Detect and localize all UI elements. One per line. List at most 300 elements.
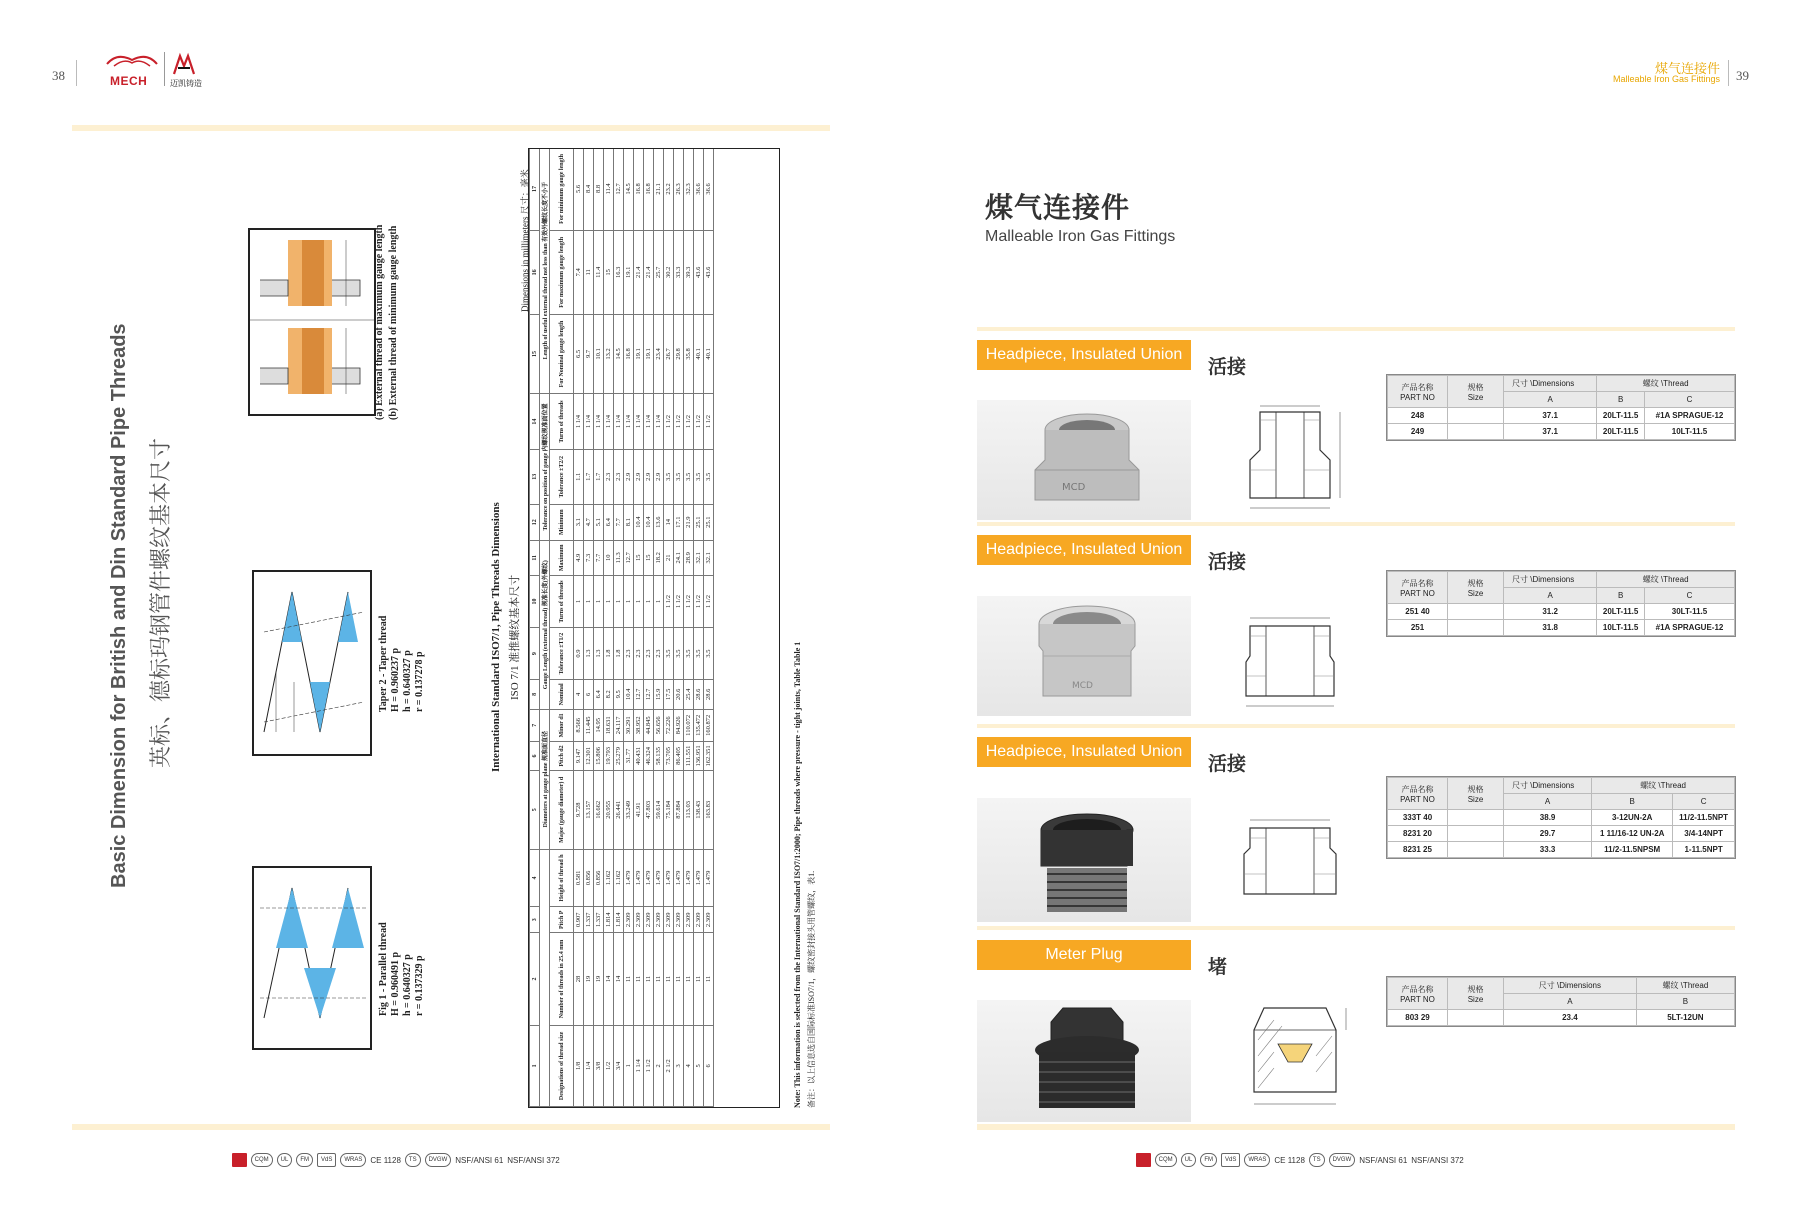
iso-cell: 59.614 — [654, 770, 664, 849]
iso-column-header: Designations of thread size — [550, 1025, 574, 1106]
iso-cell: 1 1/2 — [704, 394, 714, 450]
logo-divider — [164, 52, 165, 86]
table-row — [574, 148, 584, 1107]
cert-nsf372: NSF/ANSI 372 — [1411, 1155, 1464, 1165]
iso-cell: 110.072 — [684, 709, 694, 741]
iso-cell: 2.309 — [684, 907, 694, 933]
table-row — [1388, 620, 1735, 636]
iso-cell: 56.656 — [654, 709, 664, 741]
taper-caption-line: r = 0.137278 p — [414, 651, 425, 712]
logo-text: MECH — [110, 74, 148, 88]
product-1-name-cn: 活接 — [1208, 357, 1247, 378]
col-b-header: B — [1636, 994, 1734, 1010]
product-1-rule — [977, 327, 1735, 331]
iso-cell: 11.445 — [584, 709, 594, 741]
part-no: 248 — [1388, 408, 1448, 424]
iso-cell: 44.845 — [644, 709, 654, 741]
product-3-rule — [977, 724, 1735, 728]
iso-cell: 4 — [684, 1025, 694, 1106]
iso-cell: 16.3 — [614, 230, 624, 314]
dimensions-header: 尺寸 \Dimensions — [1504, 376, 1597, 392]
iso-cell: 1 1/4 — [574, 394, 584, 450]
col-c-header: C — [1644, 588, 1734, 604]
iso-cell: 1.479 — [694, 849, 704, 907]
iso-cell: 1 1/4 — [604, 394, 614, 450]
iso-cell: 1 — [594, 575, 604, 627]
iso-cell: 25.1 — [694, 504, 704, 540]
table-row — [624, 148, 634, 1107]
iso-column-header: For maximum gauge length — [550, 230, 574, 314]
iso-column-header: Tolerance ±T2/2 — [550, 449, 574, 504]
iso-cell: 39.3 — [684, 230, 694, 314]
product-4-drawing — [1230, 1000, 1360, 1122]
iso-cell: 1 — [604, 575, 614, 627]
iso-cell: 1 1/4 — [654, 394, 664, 450]
iso-cell: 7.4 — [574, 230, 584, 314]
section-title-en: Malleable Iron Gas Fittings — [1612, 74, 1720, 84]
iso-cell: 3.5 — [704, 628, 714, 680]
iso-cell: 0.856 — [594, 849, 604, 907]
parallel-caption-line: h = 0.640327 p — [402, 954, 413, 1016]
insulated-union-technical-drawing — [1230, 596, 1350, 716]
iso-cell: 21.9 — [684, 504, 694, 540]
thread-c: 10LT-11.5 — [1644, 424, 1734, 440]
iso-cell: 4.9 — [574, 540, 584, 575]
part-no: 251 40 — [1388, 604, 1448, 620]
iso-cell: 0.9 — [574, 628, 584, 680]
product-2-rule — [977, 522, 1735, 526]
iso-cell: 11 — [694, 933, 704, 1025]
left-cert-strip — [232, 1150, 560, 1170]
cert-dvgw: DVGW — [1329, 1153, 1356, 1167]
iso-cell: 16.8 — [644, 148, 654, 230]
cert-ul: UL — [1181, 1153, 1197, 1167]
left-bottom-rule — [72, 1124, 830, 1130]
size — [1448, 604, 1504, 620]
meter-plug-black-image — [977, 1000, 1191, 1122]
iso-cell: 3/8 — [594, 1025, 604, 1106]
iso-cell: 11.3 — [614, 540, 624, 575]
iso-col-number: 4 — [530, 849, 540, 907]
col-a-header: A — [1504, 994, 1637, 1010]
iso-cell: 32.1 — [704, 540, 714, 575]
iso-cell: 47.803 — [644, 770, 654, 849]
right-bottom-rule — [977, 1124, 1735, 1130]
iso-cell: 19.1 — [644, 314, 654, 393]
iso-cell: 1 1/2 — [664, 575, 674, 627]
iso-cell: 5.1 — [594, 504, 604, 540]
iso-cell: 25.279 — [614, 741, 624, 770]
iso-cell: 1/4 — [584, 1025, 594, 1106]
parallel-caption — [378, 922, 426, 1016]
cert-nsf61: NSF/ANSI 61 — [1359, 1155, 1408, 1165]
iso-table-container — [528, 148, 780, 1108]
iso-cell: 1 1/4 — [644, 394, 654, 450]
iso-cell: 28.6 — [704, 679, 714, 709]
iso-cell: 1 1/2 — [674, 394, 684, 450]
iso-table-note-en: Note: This information is selected from the International Standard ISO7/1:2000; Pipe threads where pressure - tight joints, Table Table 1 — [793, 641, 802, 1108]
iso-cell: 36.6 — [694, 148, 704, 230]
dim-a: 37.1 — [1504, 424, 1597, 440]
taper-thread-figure — [252, 570, 372, 756]
iso-cell: 0.907 — [574, 907, 584, 933]
iso-cell: 14 — [604, 933, 614, 1025]
iso-cell: 2.3 — [604, 449, 614, 504]
iso-cell: 1.479 — [684, 849, 694, 907]
iso-cell: 2.3 — [634, 628, 644, 680]
product-3-name-cn: 活接 — [1208, 754, 1247, 775]
cert-badge-red — [1136, 1153, 1151, 1167]
size — [1448, 842, 1504, 858]
iso-cell: 160.872 — [704, 709, 714, 741]
iso-cell: 19.1 — [624, 230, 634, 314]
iso-cell: 19.1 — [634, 314, 644, 393]
iso-cell: 1.7 — [594, 449, 604, 504]
iso-cell: 3.5 — [684, 628, 694, 680]
iso-cell: 2.9 — [644, 449, 654, 504]
iso-cell: 13.2 — [604, 314, 614, 393]
insulated-union-galvanized-image — [977, 400, 1191, 520]
right-page-title-cn: 煤气连接件 — [985, 192, 1131, 223]
gauge-caption-b: (b) External thread of minimum gauge length — [388, 225, 399, 420]
iso-cell: 3.5 — [704, 449, 714, 504]
dim-a: 31.8 — [1504, 620, 1597, 636]
thread-b: 10LT-11.5 — [1597, 620, 1645, 636]
iso-cell: 1.479 — [644, 849, 654, 907]
iso-group-header: Length of useful external thread not less than 有效外螺纹长度不小于 — [540, 148, 550, 394]
iso-cell: 25.1 — [704, 504, 714, 540]
cert-vds: VdS — [317, 1153, 336, 1167]
iso-cell: 6 — [704, 1025, 714, 1106]
iso-cell: 1.162 — [614, 849, 624, 907]
iso-col-number: 15 — [530, 314, 540, 393]
cert-ce: CE 1128 — [1274, 1155, 1305, 1165]
size-header-cn: 规格 — [1467, 784, 1484, 794]
table-row — [1388, 810, 1735, 826]
iso-cell: 7.7 — [614, 504, 624, 540]
iso-cell: 31.77 — [624, 741, 634, 770]
product-1-drawing — [1230, 400, 1350, 520]
gauge-length-diagram — [250, 230, 374, 414]
part-header-cn: 产品名称 — [1401, 784, 1434, 794]
dim-a: 29.7 — [1504, 826, 1592, 842]
svg-text:MCD: MCD — [1072, 681, 1093, 691]
iso-cell: 163.83 — [704, 770, 714, 849]
insulated-union-technical-drawing — [1230, 798, 1350, 922]
col-c-header: C — [1644, 392, 1734, 408]
iso-group-header — [540, 849, 550, 1106]
iso-cell: 26.7 — [664, 314, 674, 393]
table-row — [594, 148, 604, 1107]
iso-table-title: International Standard ISO7/1, Pipe Threads Dimensions — [490, 502, 502, 772]
iso-cell: 3.5 — [694, 628, 704, 680]
iso-cell: 111.551 — [684, 741, 694, 770]
cert-dvgw: DVGW — [425, 1153, 452, 1167]
table-row — [644, 148, 654, 1107]
iso-cell: 26.3 — [674, 148, 684, 230]
iso-cell: 1.8 — [614, 628, 624, 680]
product-1-photo — [977, 400, 1191, 520]
iso-col-number: 13 — [530, 449, 540, 504]
table-row — [1388, 826, 1735, 842]
iso-col-number: 7 — [530, 709, 540, 741]
part-no: 8231 25 — [1388, 842, 1448, 858]
dimensions-header: 尺寸 \Dimensions — [1504, 778, 1592, 794]
iso-cell: 10.4 — [634, 504, 644, 540]
header-divider-right — [1728, 60, 1729, 86]
iso-cell: 1 1/4 — [594, 394, 604, 450]
size-header-cn: 规格 — [1467, 578, 1484, 588]
part-header-cn: 产品名称 — [1401, 578, 1434, 588]
right-page-number: 39 — [1736, 68, 1749, 83]
iso-cell: 162.351 — [704, 741, 714, 770]
table-row — [1388, 408, 1735, 424]
iso-cell: 9.7 — [584, 314, 594, 393]
iso-cell: 1.814 — [604, 907, 614, 933]
iso-cell: 5 — [694, 1025, 704, 1106]
iso-cell: 21.4 — [644, 230, 654, 314]
part-header-cn: 产品名称 — [1401, 984, 1434, 994]
iso-cell: 87.884 — [674, 770, 684, 849]
iso-cell: 1 1/2 — [684, 575, 694, 627]
left-top-rule — [72, 125, 830, 131]
iso-cell: 1.3 — [584, 628, 594, 680]
product-4-rule — [977, 926, 1735, 930]
thread-c: 3/4-14NPT — [1673, 826, 1735, 842]
iso-cell: 136.951 — [694, 741, 704, 770]
iso-cell: 15 — [634, 540, 644, 575]
iso-group-header: Tolerance on position of gauge 内螺纹规准面位置 — [540, 394, 550, 541]
iso-cell: 1.8 — [604, 628, 614, 680]
iso-cell: 14.95 — [594, 709, 604, 741]
taper-caption-line: Taper 2 - Taper thread — [378, 615, 389, 712]
iso-cell: 1.479 — [674, 849, 684, 907]
iso-cell: 15.9 — [654, 679, 664, 709]
left-page-number: 38 — [52, 68, 65, 83]
table-row — [694, 148, 704, 1107]
iso-cell: 19 — [584, 933, 594, 1025]
col-a-header: A — [1504, 794, 1592, 810]
iso-cell: 2.309 — [644, 907, 654, 933]
iso-cell: 1 1/2 — [684, 394, 694, 450]
iso-cell: 2.3 — [624, 628, 634, 680]
iso-cell: 1.162 — [604, 849, 614, 907]
iso-cell: 6.4 — [604, 504, 614, 540]
product-3-table — [1386, 776, 1736, 859]
thread-b: 20LT-11.5 — [1597, 604, 1645, 620]
iso-cell: 28 — [574, 933, 584, 1025]
iso-cell: 11 — [584, 230, 594, 314]
cert-badge-red — [232, 1153, 247, 1167]
iso-cell: 2.309 — [674, 907, 684, 933]
iso-cell: 3.5 — [694, 449, 704, 504]
iso-cell: 11 — [684, 933, 694, 1025]
iso-cell: 2 1/2 — [664, 1025, 674, 1106]
iso-cell: 16.8 — [624, 314, 634, 393]
iso-cell: 1.1 — [574, 449, 584, 504]
dim-a: 37.1 — [1504, 408, 1597, 424]
iso-cell: 14.5 — [624, 148, 634, 230]
iso-cell: 28.9 — [684, 540, 694, 575]
insulated-union-galvanized-image — [977, 596, 1191, 716]
iso-cell: 3.5 — [674, 628, 684, 680]
insulated-union-black-image — [977, 798, 1191, 922]
cert-wras: WRAS — [340, 1153, 366, 1167]
iso-cell: 10.4 — [644, 504, 654, 540]
iso-cell: 1.479 — [624, 849, 634, 907]
right-cert-strip — [1136, 1150, 1464, 1170]
svg-text:MCD: MCD — [1062, 482, 1086, 493]
iso-cell: 1 1/2 — [674, 575, 684, 627]
cert-ts: TS — [405, 1153, 421, 1167]
iso-cell: 6 — [584, 679, 594, 709]
thread-b: 20LT-11.5 — [1597, 408, 1645, 424]
table-row — [1388, 604, 1735, 620]
parallel-thread-diagram — [254, 868, 370, 1048]
thread-c: #1A SPRAGUE-12 — [1644, 408, 1734, 424]
iso-cell: 11 — [624, 933, 634, 1025]
iso-cell: 33.249 — [624, 770, 634, 849]
product-2-photo — [977, 596, 1191, 716]
iso-cell: 21.1 — [654, 148, 664, 230]
iso-cell: 8.566 — [574, 709, 584, 741]
iso-cell: 3.5 — [674, 449, 684, 504]
iso-cell: 1.479 — [634, 849, 644, 907]
iso-cell: 72.226 — [664, 709, 674, 741]
iso-cell: 1 — [644, 575, 654, 627]
iso-table-units: Dimensions in millimeters 尺寸：毫米 — [520, 169, 530, 312]
col-b-header: B — [1597, 392, 1645, 408]
iso-cell: 15 — [604, 230, 614, 314]
meter-plug-technical-drawing — [1230, 1000, 1360, 1122]
iso-cell: 2.309 — [624, 907, 634, 933]
dimensions-header: 尺寸 \Dimensions — [1504, 572, 1597, 588]
header-divider — [76, 60, 77, 86]
iso-cell: 23.2 — [664, 148, 674, 230]
iso-column-header: For Nominal gauge length — [550, 314, 574, 393]
iso-column-header: Major (gauge diameter) d — [550, 770, 574, 849]
dimensions-header: 尺寸 \Dimensions — [1504, 978, 1637, 994]
iso-cell: 1.337 — [594, 907, 604, 933]
iso-cell: 9.147 — [574, 741, 584, 770]
thread-b: 3-12UN-2A — [1592, 810, 1673, 826]
iso-cell: 24.117 — [614, 709, 624, 741]
iso-col-number: 14 — [530, 394, 540, 450]
product-2-name-cn: 活接 — [1208, 552, 1247, 573]
iso-cell: 6.4 — [594, 679, 604, 709]
iso-cell: 2.309 — [634, 907, 644, 933]
iso-cell: 11 — [674, 933, 684, 1025]
size-header-en: Size — [1467, 588, 1484, 598]
iso-cell: 32.3 — [684, 148, 694, 230]
iso-cell: 135.472 — [694, 709, 704, 741]
iso-cell: 2.309 — [664, 907, 674, 933]
iso-column-header: Turns of threads — [550, 394, 574, 450]
iso-cell: 0.856 — [584, 849, 594, 907]
iso-cell: 2.309 — [704, 907, 714, 933]
iso-cell: 1.814 — [614, 907, 624, 933]
iso-cell: 12.7 — [644, 679, 654, 709]
thread-b: 11/2-11.5NPSM — [1592, 842, 1673, 858]
iso-cell: 1 1/2 — [694, 575, 704, 627]
iso-cell: 26.441 — [614, 770, 624, 849]
iso-cell: 58.135 — [654, 741, 664, 770]
cert-ce: CE 1128 — [370, 1155, 401, 1165]
thread-c: #1A SPRAGUE-12 — [1644, 620, 1734, 636]
iso-col-number: 2 — [530, 933, 540, 1025]
iso-cell: 16.8 — [634, 148, 644, 230]
iso-cell: 2 — [654, 1025, 664, 1106]
table-row — [1388, 1010, 1735, 1026]
iso-cell: 0.581 — [574, 849, 584, 907]
size — [1448, 826, 1504, 842]
table-row — [1388, 424, 1735, 440]
iso-col-number: 12 — [530, 504, 540, 540]
iso-cell: 15 — [644, 540, 654, 575]
iso-column-header: Minor d1 — [550, 709, 574, 741]
iso-table-subtitle: ISO 7/1 准推螺纹基本尺寸 — [509, 574, 521, 700]
part-no: 8231 20 — [1388, 826, 1448, 842]
iso-cell: 11 — [654, 933, 664, 1025]
thread-header: 螺纹 \Thread — [1636, 978, 1734, 994]
iso-cell: 1.3 — [594, 628, 604, 680]
thread-c: 11/2-11.5NPT — [1673, 810, 1735, 826]
cert-fm: FM — [1200, 1153, 1217, 1167]
iso-cell: 1.479 — [654, 849, 664, 907]
iso-cell: 1 1/4 — [624, 394, 634, 450]
iso-cell: 28.6 — [694, 679, 704, 709]
iso-cell: 32.1 — [694, 540, 704, 575]
iso-col-number: 16 — [530, 230, 540, 314]
part-header-en: PART NO — [1400, 994, 1435, 1004]
parallel-thread-figure — [252, 866, 372, 1050]
iso-cell: 75.184 — [664, 770, 674, 849]
iso-cell: 19 — [594, 933, 604, 1025]
iso-col-number: 6 — [530, 741, 540, 770]
iso-cell: 16.662 — [594, 770, 604, 849]
iso-cell: 40.1 — [694, 314, 704, 393]
size — [1448, 1010, 1504, 1026]
iso-cell: 1 1/2 — [644, 1025, 654, 1106]
product-4-table — [1386, 976, 1736, 1027]
part-header-cn: 产品名称 — [1401, 382, 1434, 392]
product-2-tag: Headpiece, Insulated Union — [977, 535, 1191, 565]
iso-col-number: 1 — [530, 1025, 540, 1106]
table-row — [634, 148, 644, 1107]
iso-cell: 3.1 — [574, 504, 584, 540]
iso-cell: 1 — [574, 575, 584, 627]
iso-col-number: 5 — [530, 770, 540, 849]
iso-column-header: Pitch P — [550, 907, 574, 933]
iso-cell: 30.291 — [624, 709, 634, 741]
iso-col-number: 3 — [530, 907, 540, 933]
iso-cell: 2.3 — [654, 628, 664, 680]
iso-cell: 46.324 — [644, 741, 654, 770]
thread-header: 螺纹 \Thread — [1597, 376, 1735, 392]
iso-cell: 86.405 — [674, 741, 684, 770]
iso-cell: 10.4 — [624, 679, 634, 709]
iso-cell: 1 1/2 — [704, 575, 714, 627]
product-1-tag: Headpiece, Insulated Union — [977, 340, 1191, 370]
dim-a: 31.2 — [1504, 604, 1597, 620]
table-row — [584, 148, 594, 1107]
iso-cell: 13.157 — [584, 770, 594, 849]
iso-cell: 1 1/4 — [584, 394, 594, 450]
iso-cell: 8.8 — [594, 148, 604, 230]
iso-table-note — [793, 642, 802, 1108]
iso-column-header: Height of thread h — [550, 849, 574, 907]
iso-cell: 43.6 — [694, 230, 704, 314]
